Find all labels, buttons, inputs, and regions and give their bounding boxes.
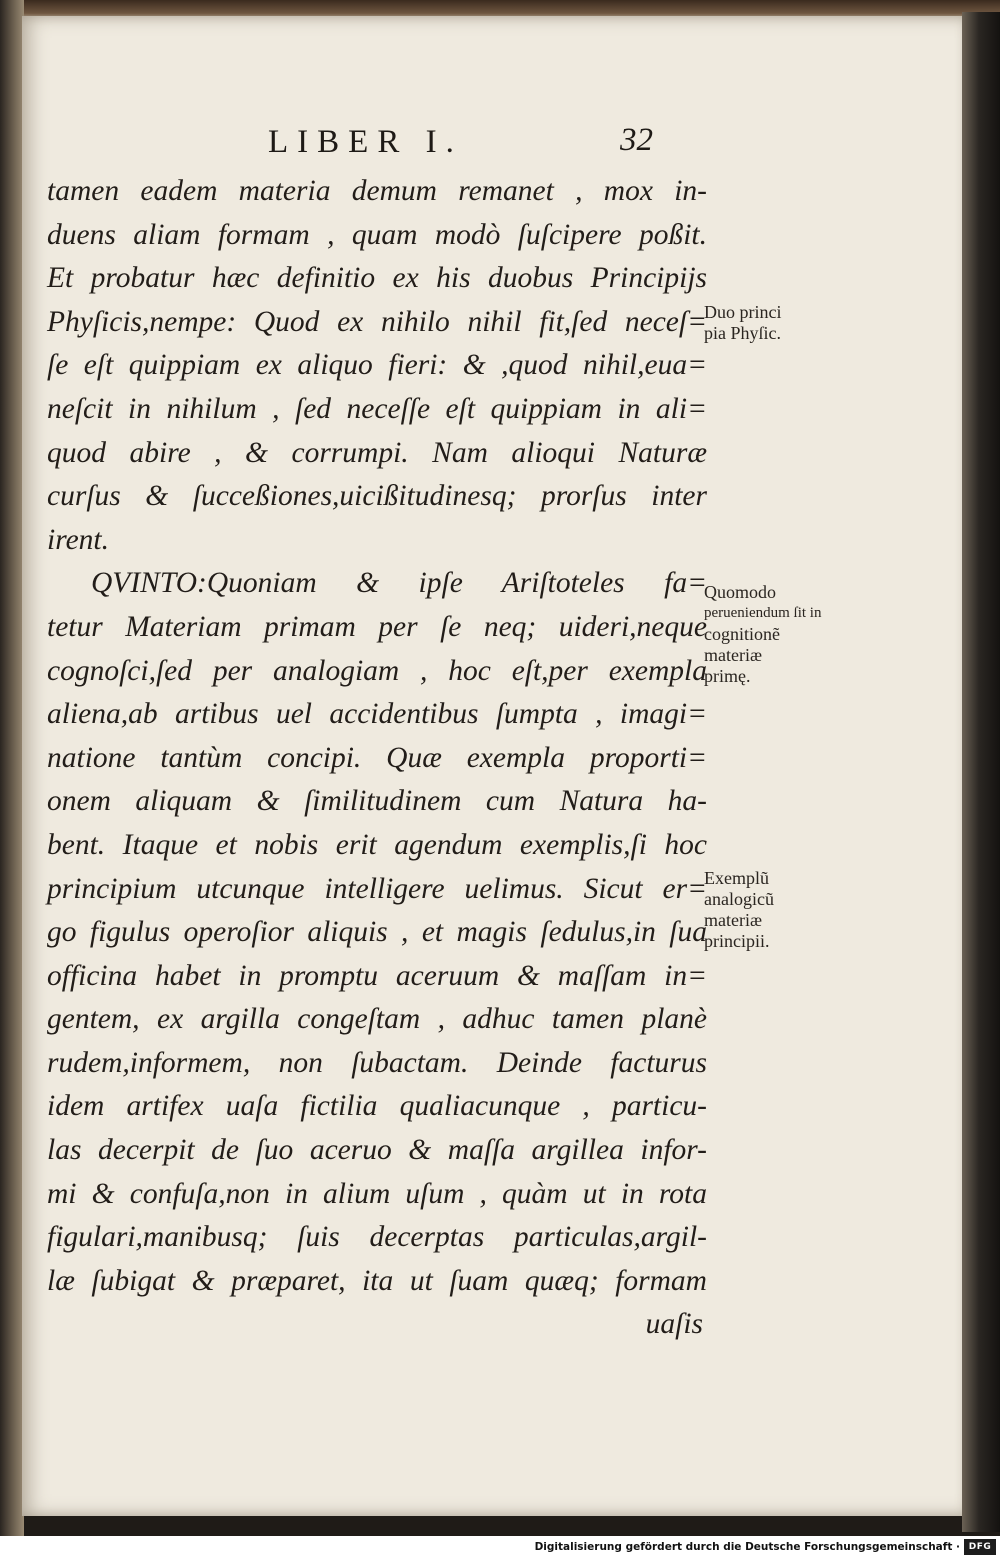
page-number: 32	[620, 122, 653, 158]
paragraph-start-line: QVINTO:Quoniam & ipſe Ariſtoteles fa=	[91, 567, 707, 600]
page-right-shadow	[962, 12, 1000, 1532]
text-line: irent.	[47, 523, 109, 556]
funding-credit: Digitalisierung gefördert durch die Deutsche Forschungsgemeinschaft ·	[534, 1541, 960, 1553]
text-line: læ ſubigat & præparet, ita ut ſuam quæq; formam	[47, 1264, 707, 1297]
margin-note-line: pia Phyſic.	[704, 323, 781, 343]
book-gutter-edge	[0, 0, 24, 1536]
margin-note-line: materiæ	[704, 910, 762, 930]
margin-note-line: materiæ	[704, 645, 762, 665]
margin-note-line: perueniendum ſit in	[704, 605, 822, 621]
text-line: onem aliquam & ſimilitudinem cum Natura ha-	[47, 785, 707, 818]
margin-note-cognition	[704, 582, 821, 687]
text-line: neſcit in nihilum , ſed neceſſe eſt quippiam in ali=	[47, 392, 707, 425]
text-line: ſe eſt quippiam ex aliquo fieri: & ,quod nihil,eua=	[47, 349, 707, 382]
text-line: bent. Itaque et nobis erit agendum exemplis,ſi hoc	[47, 828, 707, 861]
text-line: tamen eadem materia demum remanet , mox in-	[47, 175, 707, 207]
margin-note-line: Exemplũ	[704, 868, 769, 888]
running-title: LIBER I.	[268, 124, 463, 160]
dfg-logo: DFG	[964, 1539, 996, 1555]
text-line: duens aliam formam , quam modò ſuſcipere poßit.	[47, 218, 707, 251]
text-line: cognoſci,ſed per analogiam , hoc eſt,per exempla	[47, 654, 707, 687]
margin-note-line: cognitionẽ	[704, 624, 780, 644]
text-line: tetur Materiam primam per ſe neq; uideri,neque	[47, 610, 707, 643]
text-line: aliena,ab artibus uel accidentibus ſumpta , imagi=	[47, 698, 707, 731]
text-line: curſus & ſucceßiones,uicißitudinesq; prorſus inter	[47, 480, 707, 513]
margin-note-line: analogicũ	[704, 889, 774, 909]
margin-note-example	[704, 868, 774, 952]
catchword: uaſis	[645, 1308, 703, 1341]
margin-note-principles	[704, 302, 781, 344]
text-line: officina habet in promptu aceruum & maſſam in=	[47, 959, 707, 992]
text-line: figulari,manibusq; ſuis decerptas particulas,argil-	[47, 1221, 707, 1254]
text-line: natione tantùm concipi. Quæ exempla proporti=	[47, 741, 707, 774]
margin-note-line: Quomodo	[704, 582, 776, 602]
margin-note-line: Duo princi	[704, 302, 782, 322]
text-line: las decerpit de ſuo aceruo & maſſa argillea infor-	[47, 1134, 707, 1167]
text-line: gentem, ex argilla congeſtam , adhuc tamen planè	[47, 1003, 707, 1036]
text-line: Phyſicis,nempe: Quod ex nihilo nihil fit,ſed neceſ=	[47, 305, 707, 338]
text-line: Et probatur hæc definitio ex his duobus Principijs	[47, 262, 707, 295]
text-line: quod abire , & corrumpi. Nam alioqui Naturæ	[47, 436, 707, 469]
margin-note-line: principii.	[704, 931, 770, 951]
text-line: idem artifex uaſa fictilia qualiacunque , particu-	[47, 1090, 707, 1123]
text-line: rudem,informem, non ſubactam. Deinde facturus	[47, 1046, 707, 1079]
main-text-block	[47, 170, 707, 1347]
text-line: mi & confuſa,non in alium uſum , quàm ut in rota	[47, 1177, 707, 1210]
text-line: principium utcunque intelligere uelimus. Sicut er=	[47, 872, 707, 905]
margin-note-line: primę.	[704, 666, 751, 686]
text-line: go figulus operoſior aliquis , et magis ſedulus,in ſua	[47, 916, 707, 949]
